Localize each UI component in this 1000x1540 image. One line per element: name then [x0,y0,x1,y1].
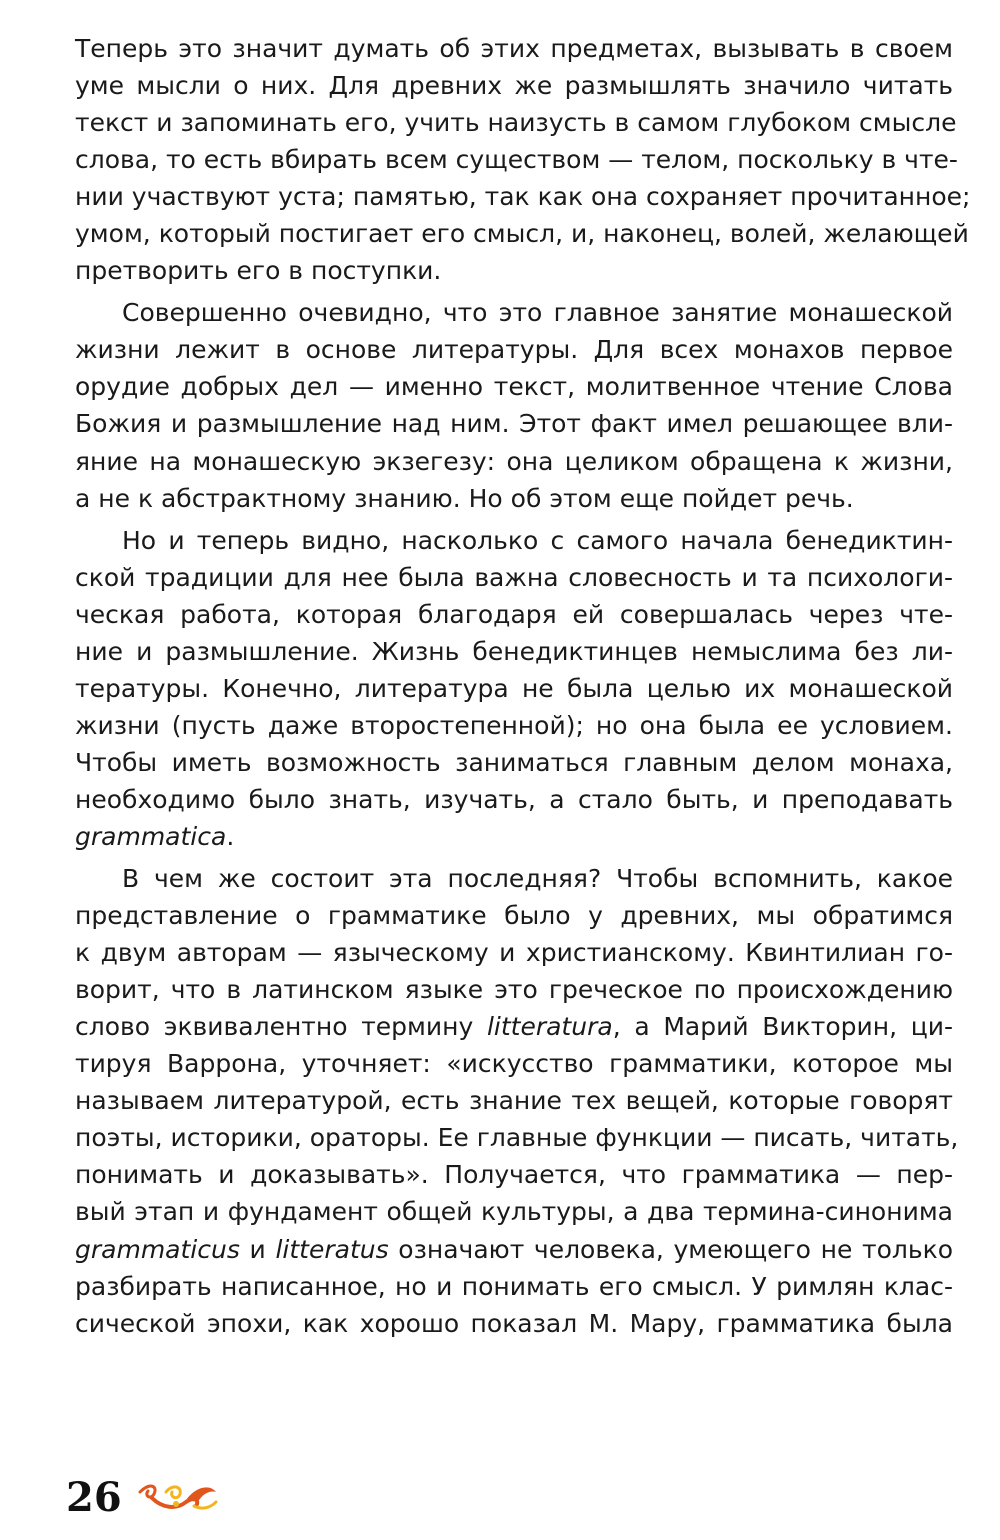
text-run: ворит, что в латинском языке это греческое по происхождению [75,975,953,1005]
text-line [75,1268,953,1305]
text-run: слово эквивалентно термину [75,1012,487,1042]
text-line [75,294,953,331]
text-line [75,1008,953,1045]
italic-term: litteratus [275,1234,389,1264]
text-run: нии участвуют уста; памятью, так как она сохраняет прочитанное; [75,182,971,212]
page-footer [66,1474,220,1521]
text-line [75,707,953,744]
text-line [75,596,953,633]
text-run: жизни (пусть даже второстепенной); но она была ее условием. [75,710,953,740]
text-run: ние и размышление. Жизнь бенедиктинцев немыслима без ли- [75,636,953,666]
text-line [75,860,953,897]
text-line [75,368,953,405]
decorative-flourish-icon [136,1478,220,1518]
text-line [75,744,953,781]
text-run: претворить его в поступки. [75,256,442,286]
paragraph [75,522,953,855]
text-line [75,971,953,1008]
text-line [75,522,953,559]
text-line [75,1045,953,1082]
text-run: а не к абстрактному знанию. Но об этом еще пойдет речь. [75,483,854,513]
paragraph [75,294,953,516]
text-line [75,670,953,707]
text-line [75,443,953,480]
text-line [75,30,953,67]
text-line [75,897,953,934]
text-run: ской традиции для нее была важна словесность и та психологи- [75,562,953,592]
text-run: Божия и размышление над ним. Этот факт имел решающее вли- [75,409,953,439]
text-run: Теперь это значит думать об этих предметах, вызывать в своем [75,34,953,63]
text-line [75,559,953,596]
paragraph [75,860,959,1342]
text-run: тируя Варрона, уточняет: «искусство грамматики, которое мы [75,1049,953,1079]
body-text [75,30,971,1342]
text-run: разбирать написанное, но и понимать его смысл. У римлян клас- [75,1271,953,1301]
text-run: сической эпохи, как хорошо показал М. Мару, грамматика была [75,1308,953,1338]
text-line [75,331,953,368]
text-run: называем литературой, есть знание тех вещей, которые говорят [75,1086,953,1116]
text-line [75,1119,959,1156]
text-line [75,252,953,289]
text-run: ческая работа, которая благодаря ей совершалась через чте- [75,599,953,629]
text-line [75,1082,953,1119]
text-line [75,104,957,141]
text-line [75,934,953,971]
text-line [75,67,953,104]
text-run: и [239,1234,276,1264]
text-run: жизни лежит в основе литературы. Для всех монахов первое [75,335,953,365]
text-run: поэты, историки, ораторы. Ее главные функции — писать, читать, [75,1123,959,1153]
text-run: уме мысли о них. Для древних же размышлять значило читать [75,71,953,101]
text-run: Совершенно очевидно, что это главное занятие монашеской [122,298,953,328]
text-line [75,1305,953,1342]
text-run: умом, который постигает его смысл, и, наконец, волей, желающей [75,219,969,249]
text-line [75,141,958,178]
text-line [75,1231,953,1268]
text-line [75,818,953,855]
text-run: . [226,821,235,851]
text-line [75,178,971,215]
text-run: необходимо было знать, изучать, а стало быть, и преподавать [75,784,953,814]
text-run: слова, то есть вбирать всем существом — телом, поскольку в чте- [75,145,958,175]
text-run: вый этап и фундамент общей культуры, а два термина-синонима [75,1197,953,1227]
italic-term: grammaticus [75,1234,240,1264]
text-run: Чтобы иметь возможность заниматься главным делом монаха, [75,747,953,777]
italic-term: litteratura [486,1012,613,1042]
text-run: текст и запоминать его, учить наизусть в самом глубоком смысле [75,108,957,138]
text-run: означают человека, умеющего не только [388,1234,953,1264]
text-run: к двум авторам — языческому и христианскому. Квинтилиан го- [75,938,953,968]
text-line [75,633,953,670]
page-number: 26 [66,1474,122,1521]
text-line [75,781,953,818]
paragraph [75,30,971,289]
italic-term: grammatica [75,821,227,851]
text-run: яние на монашескую экзегезу: она целиком обращена к жизни, [75,446,953,476]
text-line [75,1193,953,1230]
text-line [75,480,953,517]
text-run: орудие добрых дел — именно текст, молитвенное чтение Слова [75,372,953,402]
text-run: Но и теперь видно, насколько с самого начала бенедиктин- [122,525,953,555]
text-run: понимать и доказывать». Получается, что грамматика — пер- [75,1160,953,1190]
text-run: представление о грамматике было у древних, мы обратимся [75,901,953,931]
text-run: В чем же состоит эта последняя? Чтобы вспомнить, какое [122,864,953,894]
text-run: тературы. Конечно, литература не была целью их монашеской [75,673,953,703]
text-line [75,215,969,252]
text-run: , а Марий Викторин, ци- [612,1012,954,1042]
text-line [75,405,953,442]
text-line [75,1156,953,1193]
